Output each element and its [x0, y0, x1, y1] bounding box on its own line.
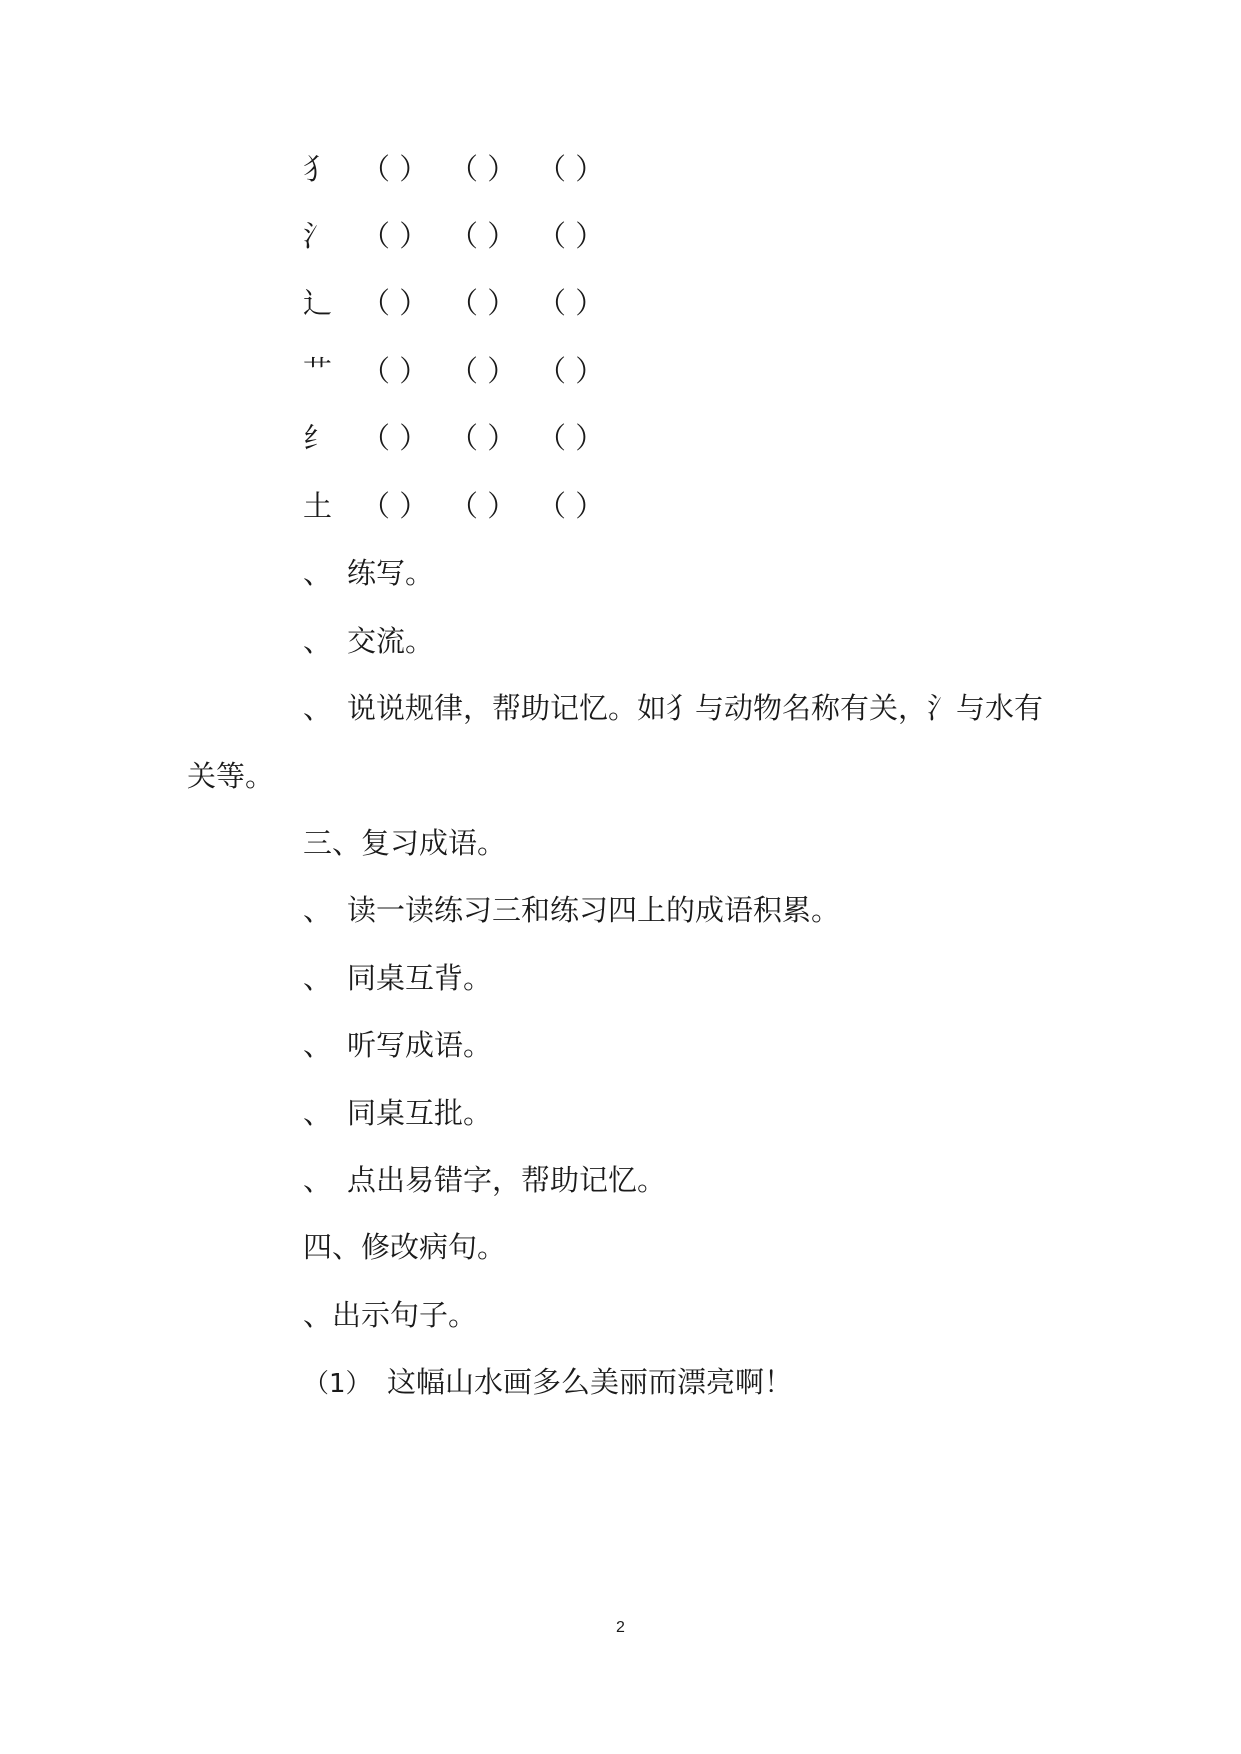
item-text: 听写成语。 — [347, 1028, 493, 1062]
item-marker: 、 — [303, 1163, 333, 1197]
item-text: 同桌互批。 — [347, 1096, 493, 1130]
item-text: 说说规律，帮助记忆。如犭与动物名称有关，氵与水有 — [347, 691, 1044, 725]
list-item — [303, 1160, 666, 1200]
list-item — [303, 553, 434, 593]
radical-row — [303, 149, 625, 189]
page-number: 2 — [616, 1619, 625, 1636]
radical-row — [303, 351, 625, 391]
item-text: 点出易错字，帮助记忆。 — [347, 1163, 667, 1197]
section-heading: 四、修改病句。 — [303, 1230, 507, 1264]
blank: （ ） — [449, 286, 517, 320]
radical: 纟 — [303, 421, 333, 455]
blank: （ ） — [537, 354, 605, 388]
blank: （ ） — [537, 489, 605, 523]
item-text: 交流。 — [347, 624, 435, 658]
radical-row — [303, 418, 625, 458]
blank: （ ） — [449, 152, 517, 186]
item-marker: 、 — [303, 1096, 333, 1130]
blank: （ ） — [537, 152, 605, 186]
radical-row — [303, 283, 625, 323]
blank: （ ） — [361, 152, 429, 186]
blank: （ ） — [537, 286, 605, 320]
radical: 艹 — [303, 354, 333, 388]
section-heading: 三、复习成语。 — [303, 826, 507, 860]
sentence-number: （1） — [303, 1369, 372, 1399]
item-marker: 、 — [303, 1028, 333, 1062]
item-marker: 、 — [303, 961, 333, 995]
blank: （ ） — [537, 219, 605, 253]
blank: （ ） — [361, 354, 429, 388]
list-item — [303, 958, 492, 998]
blank: （ ） — [361, 286, 429, 320]
blank: （ ） — [361, 219, 429, 253]
example-sentence — [303, 1362, 793, 1404]
item-marker: 、 — [303, 624, 333, 658]
item-text: 练写。 — [347, 556, 435, 590]
radical: 犭 — [303, 152, 333, 186]
blank: （ ） — [361, 421, 429, 455]
radical: 氵 — [303, 219, 333, 253]
list-item — [303, 1093, 492, 1133]
item-marker: 、 — [303, 893, 333, 927]
item-continuation: 关等。 — [187, 759, 275, 793]
blank: （ ） — [449, 421, 517, 455]
item-marker: 、 — [303, 556, 333, 590]
blank: （ ） — [449, 489, 517, 523]
list-item — [303, 1025, 492, 1065]
item-text: 读一读练习三和练习四上的成语积累。 — [347, 893, 841, 927]
radical: 辶 — [303, 286, 333, 320]
blank: （ ） — [361, 489, 429, 523]
blank: （ ） — [537, 421, 605, 455]
list-item — [303, 688, 1043, 728]
list-item — [303, 621, 434, 661]
list-item — [303, 890, 840, 930]
step-show-sentences: 、出示句子。 — [303, 1298, 478, 1332]
radical-row — [303, 216, 625, 256]
blank: （ ） — [449, 354, 517, 388]
radical: 土 — [303, 489, 333, 523]
item-text: 同桌互背。 — [347, 961, 493, 995]
blank: （ ） — [449, 219, 517, 253]
radical-row — [303, 486, 625, 526]
item-marker: 、 — [303, 691, 333, 725]
sentence-text: 这幅山水画多么美丽而漂亮啊！ — [387, 1365, 794, 1399]
